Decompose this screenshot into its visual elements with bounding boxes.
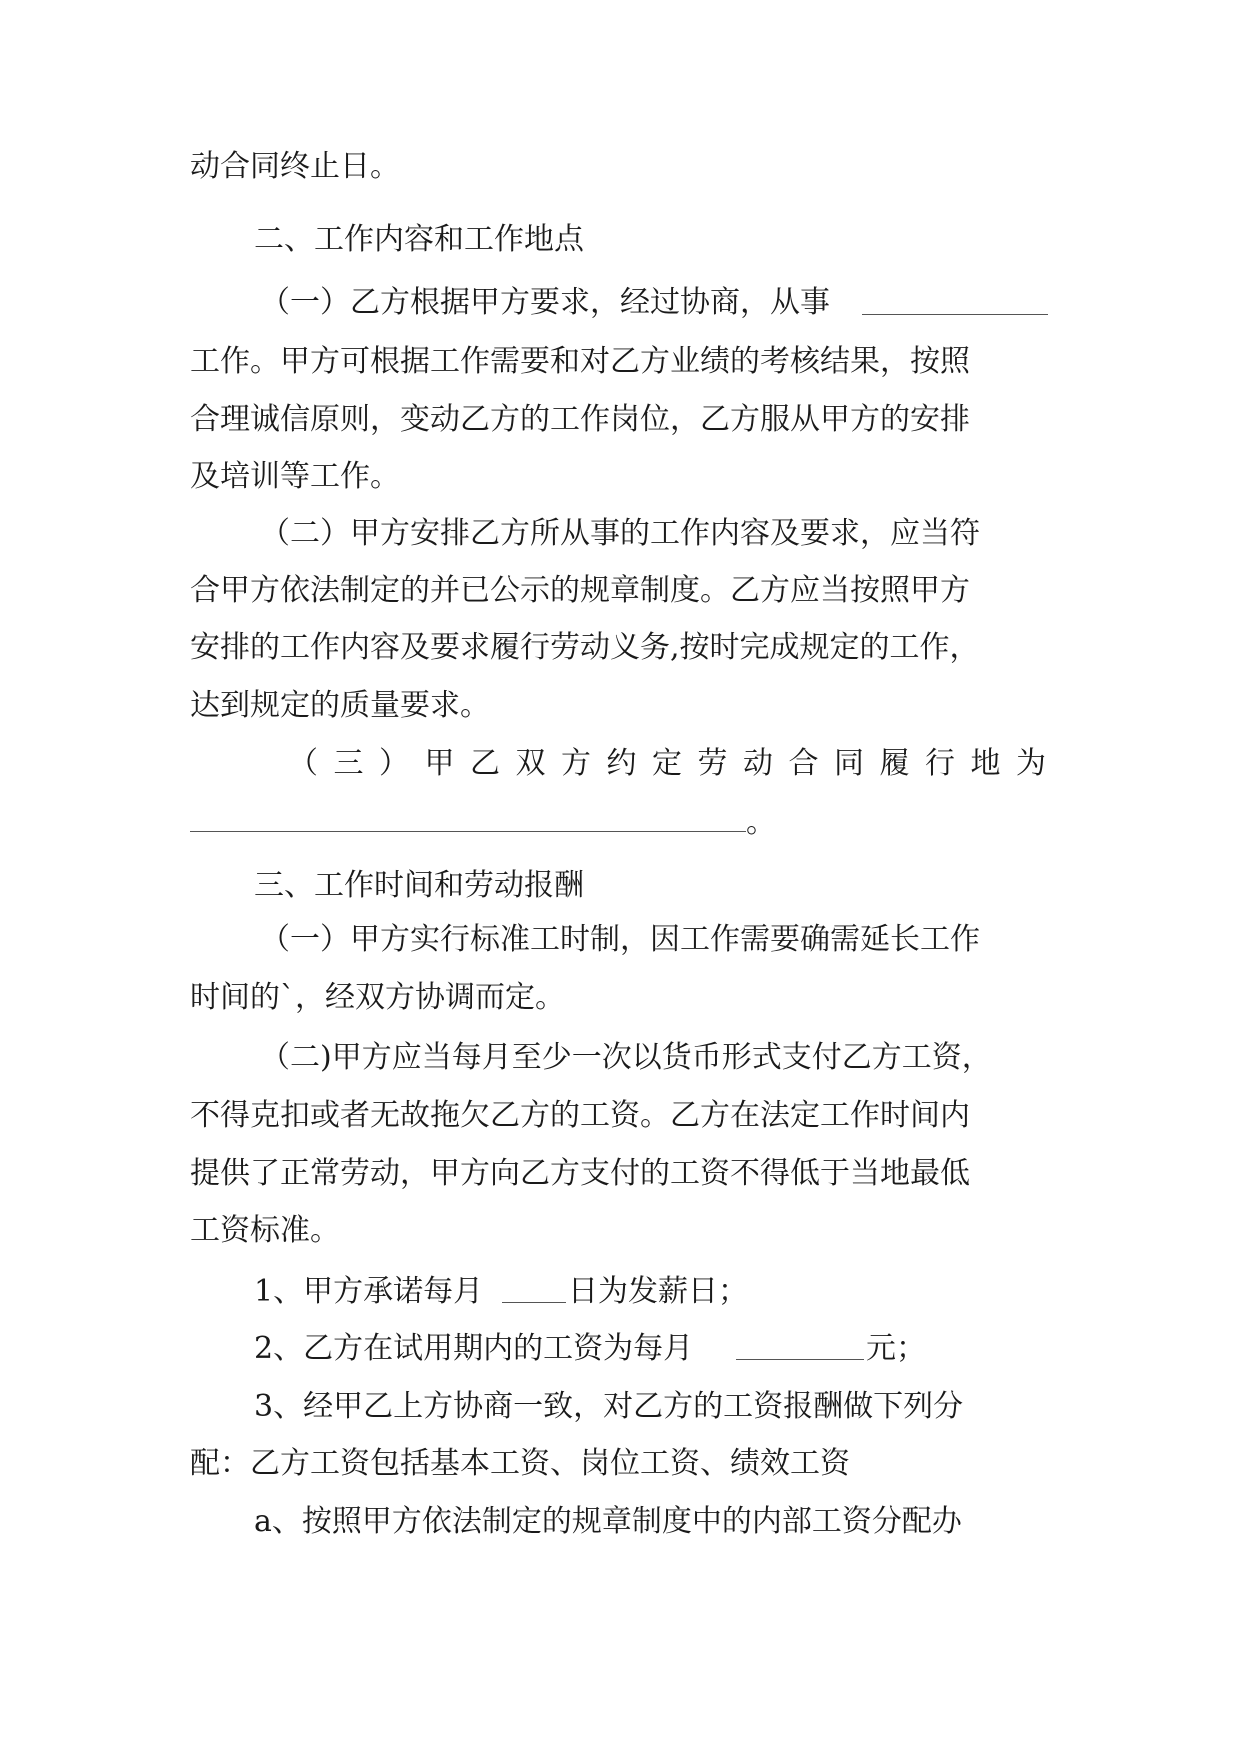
text-line: 日为发薪日；	[568, 1274, 748, 1309]
text-line: （二）甲方安排乙方所从事的工作内容及要求，应当符	[260, 516, 980, 551]
spaced-char: 动	[743, 746, 773, 781]
text-line: 合甲方依法制定的并已公示的规章制度。乙方应当按照甲方	[190, 573, 970, 608]
text-line: 。	[746, 805, 776, 840]
text-line: 达到规定的质量要求。	[190, 688, 490, 723]
spaced-char: 合	[788, 746, 819, 781]
spaced-char: （	[288, 746, 318, 781]
text-line: 1、甲方承诺每月	[254, 1274, 484, 1309]
blank-underline	[190, 831, 746, 832]
spaced-char: 地	[970, 746, 1001, 781]
text-line: a、按照甲方依法制定的规章制度中的内部工资分配办	[254, 1504, 962, 1539]
text-line: 动合同终止日。	[190, 149, 400, 184]
spaced-char: 约	[606, 746, 637, 781]
spaced-char: 双	[515, 746, 546, 781]
text-line: 不得克扣或者无故拖欠乙方的工资。乙方在法定工作时间内	[190, 1098, 970, 1133]
text-line: （二)甲方应当每月至少一次以货币形式支付乙方工资，	[260, 1040, 992, 1075]
text-line: 配：乙方工资包括基本工资、岗位工资、绩效工资	[190, 1446, 850, 1481]
blank-underline	[736, 1359, 864, 1360]
spaced-char: 定	[652, 746, 682, 781]
text-line: （一）甲方实行标准工时制，因工作需要确需延长工作	[260, 922, 980, 957]
text-line: 合理诚信原则，变动乙方的工作岗位，乙方服从甲方的安排	[190, 402, 970, 437]
text-line: 及培训等工作。	[190, 459, 400, 494]
text-line: 工资标准。	[190, 1213, 340, 1248]
spaced-text-line	[288, 744, 1046, 784]
spaced-char: 为	[1016, 746, 1046, 781]
text-line: 工作。甲方可根据工作需要和对乙方业绩的考核结果，按照	[190, 344, 970, 379]
text-line: 安排的工作内容及要求履行劳动义务,按时完成规定的工作，	[190, 630, 980, 665]
spaced-char: 履	[879, 746, 910, 781]
spaced-char: 甲	[424, 746, 455, 781]
spaced-char: 乙	[470, 746, 500, 781]
spaced-char: 劳	[697, 746, 728, 781]
text-line: 提供了正常劳动，甲方向乙方支付的工资不得低于当地最低	[190, 1156, 970, 1191]
text-line: 3、经甲乙上方协商一致，对乙方的工资报酬做下列分	[254, 1389, 964, 1424]
blank-underline	[862, 314, 1048, 315]
spaced-char: 同	[834, 746, 864, 781]
text-line: 2、乙方在试用期内的工资为每月	[254, 1331, 694, 1366]
text-line: 元；	[866, 1331, 926, 1366]
spaced-char: 方	[561, 746, 591, 781]
spaced-char: ）	[379, 746, 409, 781]
spaced-char: 三	[333, 746, 364, 781]
text-line: 时间的`，经双方协调而定。	[190, 980, 565, 1015]
section-heading: 三、工作时间和劳动报酬	[254, 868, 584, 903]
text-line: （一）乙方根据甲方要求，经过协商，从事	[260, 285, 830, 320]
spaced-char: 行	[925, 746, 955, 781]
blank-underline	[502, 1302, 566, 1303]
section-heading: 二、工作内容和工作地点	[254, 222, 584, 257]
